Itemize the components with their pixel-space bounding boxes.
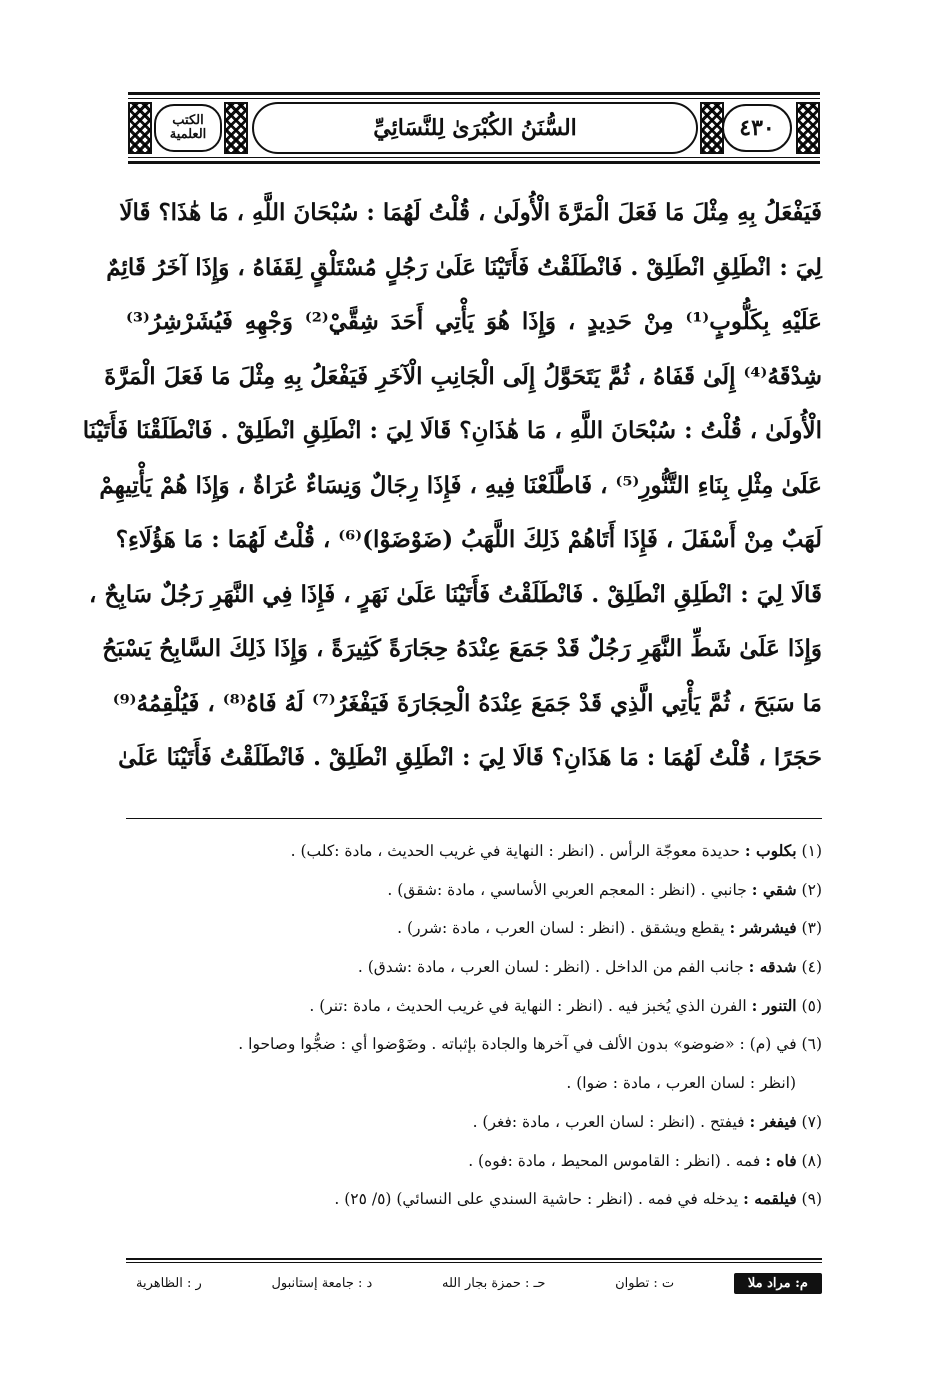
footnote (126, 1103, 822, 1142)
footnote-number: (٨) (801, 1151, 822, 1170)
page-number: ٤٣٠ (739, 115, 775, 141)
main-text (82, 186, 822, 786)
footnote-term: فيفغر : (749, 1111, 797, 1131)
credit-item: حـ : حمزة بجار الله (442, 1275, 546, 1291)
text-line: قَالَا لِيَ : انْطَلِقِ انْطَلِقْ . فَانْطَلَقْتُ فَأَتَيْنَا عَلَىٰ نَهَرٍ ، فَإِذَا فِي النَّهَرِ رَجُلٌ سَابِحٌ ، (89, 580, 822, 608)
text-line: حَجَرًا ، قُلْتُ لَهُمَا : مَا هَذَانِ؟ قَالَا لِيَ : انْطَلِقِ انْطَلِقْ . فَانْطَلَقْتُ فَأَتَيْنَا عَلَىٰ (118, 744, 822, 771)
footnote-number: (٤) (801, 958, 822, 977)
text-line: لِيَ : انْطَلِقِ انْطَلِقْ . فَانْطَلَقْتُ فَأَتَيْنَا عَلَىٰ رَجُلٍ مُسْتَلْقٍ لِقَفَاهُ ، وَإِذَا آخَرُ قَائِمٌ (106, 253, 822, 281)
footnote-term: فيلقمه : (743, 1189, 797, 1209)
footnote-term: فيشرشر : (729, 918, 797, 938)
footnote-text: (انظر : لسان العرب ، مادة : ضوا) . (566, 1074, 796, 1093)
footnote-number: (٧) (801, 1112, 822, 1131)
header-rule-top (128, 92, 820, 95)
footnote-term: التنور : (751, 995, 797, 1015)
footnote-number: (٣) (801, 919, 822, 938)
text-line: مَا سَبَحَ ، ثُمَّ يَأْتِي الَّذِي قَدْ جَمَعَ عِنْدَهُ الْحِجَارَةَ فَيَفْغَرُ⁽⁷⁾ لَهُ فَاهُ⁽⁸⁾ ، فَيُلْقِمُهُ⁽⁹⁾ (112, 689, 822, 717)
footnote-number: (٩) (801, 1190, 822, 1209)
footnote-text: في (م) : «ضوضو» بدون الألف في آخرها والجادة بإثباته . وضَوْضوا أي : ضجُّوا وصاحوا . (238, 1035, 797, 1054)
page-header (128, 92, 820, 164)
credits-rule (126, 1258, 822, 1260)
header-rule-bottom (128, 161, 820, 164)
footnote-text: فيفتح . (انظر : لسان العرب ، مادة :فغر) . (472, 1112, 745, 1131)
footnote (126, 832, 822, 871)
braid-ornament (128, 102, 152, 154)
credit-item: ر : الظاهرية (136, 1275, 202, 1291)
manuscript-credits (126, 1268, 822, 1298)
braid-ornament (796, 102, 820, 154)
footnote-text: حديدة معوجّة الرأس . (انظر : النهاية في غريب الحديث ، مادة :كلب) . (290, 842, 740, 860)
footnote-text: الفرن الذي يُخبز فيه . (انظر : النهاية في غريب الحديث ، مادة :تنر) . (309, 996, 747, 1015)
footnote (126, 987, 822, 1026)
footnote-text: يقطع ويشقق . (انظر : لسان العرب ، مادة :شرر) . (397, 919, 725, 938)
credit-item: د : جامعة إستانبول (271, 1275, 373, 1291)
footnote-separator (126, 818, 822, 819)
footnote-term: بكلوب : (744, 841, 797, 860)
footnote-continuation (126, 1064, 822, 1103)
text-line: فَيَفْعَلُ بِهِ مِثْلَ مَا فَعَلَ الْمَرَّةَ الْأُولَىٰ ، قُلْتُ لَهُمَا : سُبْحَانَ اللَّهِ ، مَا هَٰذَا؟ قَالَا (119, 199, 822, 226)
text-line: وَإِذَا عَلَىٰ شَطِّ النَّهَرِ رَجُلٌ قَدْ جَمَعَ عِنْدَهُ حِجَارَةً كَثِيرَةً ، وَإِذَا ذَلِكَ السَّابِحُ يَسْبَحُ (102, 635, 822, 662)
footnote (126, 1025, 822, 1064)
footnote-text: فمه . (انظر : القاموس المحيط ، مادة :فوه) . (468, 1151, 761, 1170)
footnote-text: يدخله في فمه . (انظر : حاشية السندي على النسائي) (٥/ ٢٥) . (334, 1190, 739, 1209)
text-line: عَلَيْهِ بِكَلُّوبٍ⁽¹⁾ مِنْ حَدِيدٍ ، وَإِذَا هُوَ يَأْتِي أَحَدَ شِقَّيْ⁽²⁾ وَجْهِهِ فَيُشَرْشِرُ⁽³⁾ (126, 308, 822, 335)
footnote (126, 948, 822, 987)
footnote-number: (٥) (801, 996, 822, 1015)
text-line: لَهَبٌ مِنْ أَسْفَلَ ، فَإِذَا أَتَاهُمْ ذَلِكَ اللَّهَبُ (ضَوْضَوْا)⁽⁶⁾ ، قُلْتُ لَهُمَا : مَا هَؤُلَاءِ؟ (115, 526, 822, 553)
footnote-term: شقي : (751, 879, 797, 899)
footnote-term: فاه : (765, 1150, 797, 1170)
header-rule-bottom-thin (128, 157, 820, 158)
text-line: الْأُولَىٰ ، قُلْتُ : سُبْحَانَ اللَّهِ ، مَا هَٰذَانِ؟ قَالَا لِيَ : انْطَلِقِ انْطَلِقْ . فَانْطَلَقْنَا فَأَتَيْنَا (82, 417, 822, 444)
footnote-number: (٢) (801, 880, 822, 899)
header-rule-top-thin (128, 98, 820, 99)
braid-ornament (224, 102, 248, 154)
text-line: عَلَىٰ مِثْلِ بِنَاءِ التَّنُّورِ⁽⁵⁾ ، فَاطَّلَعْنَا فِيهِ ، فَإِذَا رِجَالٌ وَنِسَاءٌ عُرَاةٌ ، وَإِذَا هُمْ يَأْتِيهِمْ (99, 471, 822, 499)
page-number-box (722, 104, 792, 152)
footnote-number: (٦) (801, 1035, 822, 1054)
braid-ornament (700, 102, 724, 154)
text-line: شِدْقَهُ⁽⁴⁾ إِلَىٰ قَفَاهُ ، ثُمَّ يَتَحَوَّلُ إِلَى الْجَانِبِ الْآخَرِ فَيَفْعَلُ بِهِ مِثْلَ مَا فَعَلَ الْمَرَّةَ (104, 362, 822, 390)
publisher-seal-text: الكتب العلمية (169, 113, 207, 142)
footnote-text: جانب الفم من الداخل . (انظر : لسان العرب ، مادة :شدق) . (357, 958, 744, 977)
footnote (126, 1142, 822, 1181)
footnote-term: شدقه : (748, 957, 797, 977)
publisher-seal (154, 104, 222, 152)
credit-item: ت : تطوان (615, 1275, 675, 1291)
footnote (126, 1180, 822, 1219)
footnotes (126, 832, 822, 1219)
footnote (126, 871, 822, 910)
running-title-box (252, 102, 698, 154)
credit-badge: م: مراد ملا (734, 1273, 822, 1294)
footnote (126, 909, 822, 948)
footnote-text: جانبي . (انظر : المعجم العربي الأساسي ، مادة :شقق) . (387, 880, 747, 899)
running-title: السُّنَنُ الكُبْرَىٰ لِلنَّسَائِيِّ (373, 115, 577, 141)
footnote-number: (١) (801, 842, 822, 860)
credits-rule-thin (126, 1262, 822, 1263)
